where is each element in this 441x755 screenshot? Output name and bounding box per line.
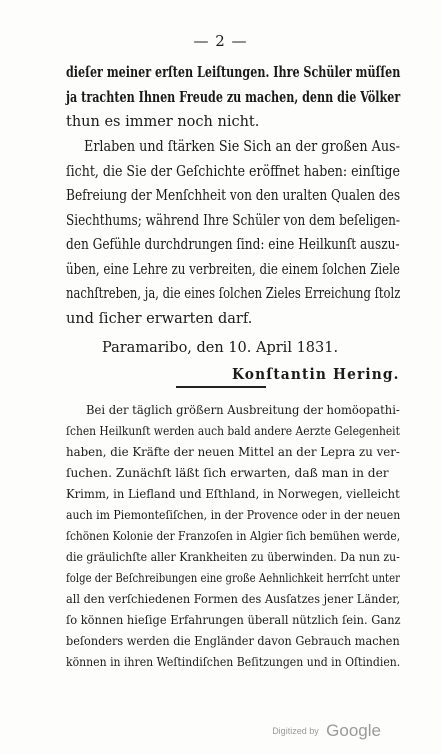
place-date: Paramaribo, den 10. April 1831. xyxy=(102,340,339,356)
preface-line: üben, eine Lehre zu verbreiten, die einem ſolchen Ziele xyxy=(66,262,400,278)
note-line: beſonders werden die Engländer davon Gebrauch machen xyxy=(66,634,400,648)
google-logo: Google xyxy=(326,721,381,740)
note-line: haben, die Kräfte der neuen Mittel an der Lepra zu ver- xyxy=(66,445,400,459)
note-line: auch im Piemonteſiſchen, in der Provence oder in der neuen xyxy=(66,508,401,522)
preface-line: den Gefühle durchdrungen ſind: eine Heilkunſt auszu- xyxy=(66,237,400,253)
preface-line: ſicht, die Sie der Geſchichte eröffnet haben: einſtige xyxy=(66,164,400,180)
note-line: ſchen Heilkunſt werden auch bald andere Aerzte Gelegenheit xyxy=(66,424,400,438)
preface-line: Erlaben und ſtärken Sie Sich an der großen Aus- xyxy=(84,139,400,155)
note-line: all den verſchiedenen Formen des Ausſatzes jener Länder, xyxy=(66,592,401,606)
preface-line: Siechthums; während Ihre Schüler von dem beſeligen- xyxy=(66,213,400,229)
preface-line: und ſicher erwarten darf. xyxy=(66,311,253,327)
note-line: die gräulichſte aller Krankheiten zu überwinden. Da nun zu- xyxy=(66,550,400,564)
preface-line: Befreiung der Menſchheit von den uralten Qualen des xyxy=(66,188,401,204)
note-line: folge der Beſchreibungen eine große Aehnlichkeit herrſcht unter xyxy=(66,571,400,585)
page-number: — 2 — xyxy=(193,32,248,50)
watermark-prefix: Digitized by xyxy=(272,726,319,736)
preface-line: thun es immer noch nicht. xyxy=(66,114,260,130)
section-divider xyxy=(176,386,266,388)
digitized-watermark xyxy=(272,721,381,741)
signature: Konſtantin Hering. xyxy=(232,366,400,383)
note-line: ſo können hieſige Erfahrungen überall nützlich ſein. Ganz xyxy=(66,613,401,627)
note-line: Krimm, in Liefland und Eſthland, in Norwegen, vielleicht xyxy=(66,487,400,501)
note-line: ſuchen. Zunächſt läßt ſich erwarten, daß man in der xyxy=(66,466,389,480)
note-line: ſchönen Kolonie der Franzoſen in Algier ſich bemühen werde, xyxy=(66,529,401,543)
note-line: Bei der täglich größern Ausbreitung der homöopathi- xyxy=(86,403,400,417)
preface-line: nachſtreben, ja, die eines ſolchen Zieles Erreichung ſtolz xyxy=(66,286,401,302)
note-line: können in ihren Weſtindiſchen Beſitzungen und in Oſtindien. xyxy=(66,655,401,669)
preface-line: ja trachten Ihnen Freude zu machen, denn die Völker xyxy=(66,89,401,106)
preface-line: dieſer meiner erſten Leiſtungen. Ihre Schüler müſſen xyxy=(66,64,401,81)
